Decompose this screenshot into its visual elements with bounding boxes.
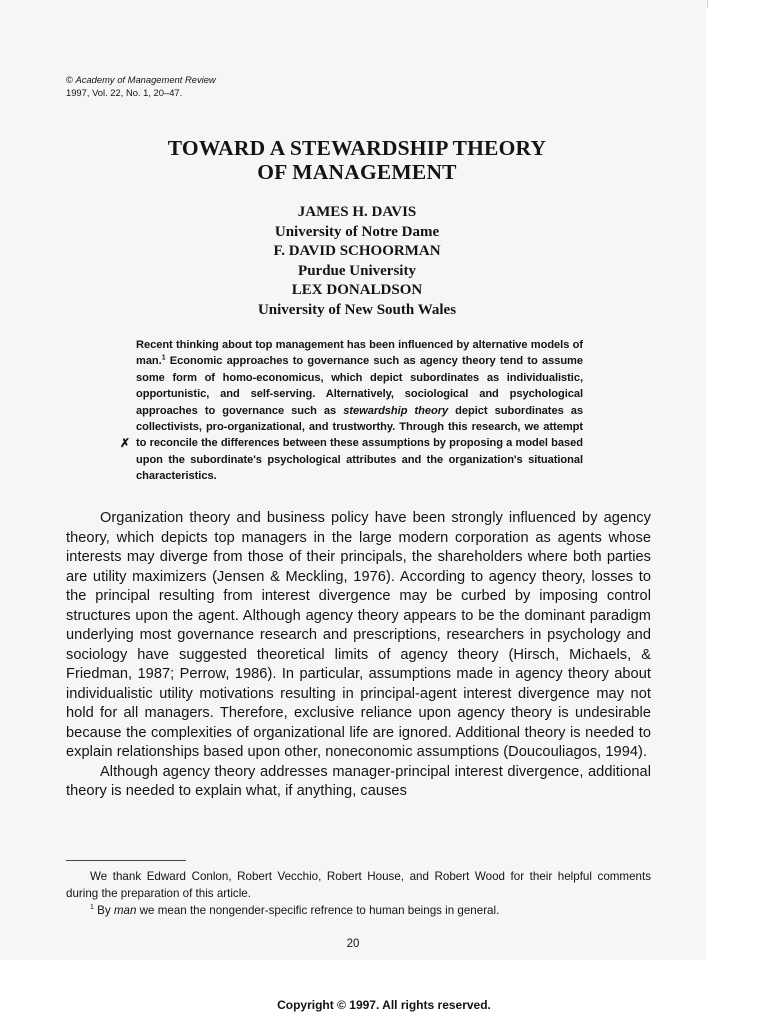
footnotes <box>66 868 651 919</box>
author-affiliation: University of Notre Dame <box>274 223 440 240</box>
journal-citation <box>66 73 216 99</box>
title-line-1: TOWARD A STEWARDSHIP THEORY <box>167 136 547 160</box>
paragraph: Organization theory and business policy have been strongly influenced by agency theory, which depicts top managers in the large modern corporation as agents whose interests may diverge from those of their principals, the shareholders where both parties are utility maximizers (Jensen & Meckling, 1976). According to agency theory, losses to the principal resulting from interest divergence may be curbed by imposing control structures upon the agent. Although agency theory appears to be the dominant paradigm underlying most governance research and prescriptions, researchers in psychology and sociology have suggested theoretical limits of agency theory (Hirsch, Michaels, & Friedman, 1987; Perrow, 1986). In particular, assumptions made in agency theory about individualistic utility motivations resulting in principal-agent interest divergence may not hold for all managers. Therefore, exclusive reliance upon agency theory is undesirable because the complexities of organizational life are ignored. Additional theory is needed to explain relationships based upon other, noneconomic assumptions (Doucouliagos, 1994). <box>66 510 651 760</box>
handwritten-margin-mark: ✗ <box>120 436 131 450</box>
copyright-symbol: © <box>66 74 73 85</box>
article-title <box>66 136 648 184</box>
acknowledgement-note: We thank Edward Conlon, Robert Vecchio, Robert House, and Robert Wood for their helpful comments during the preparation of this article. <box>66 870 651 900</box>
journal-name: Academy of Management Review <box>75 74 216 85</box>
footnote-divider <box>66 860 186 861</box>
title-line-2: OF MANAGEMENT <box>257 160 457 184</box>
author-affiliation: University of New South Wales <box>257 301 457 318</box>
author-name: JAMES H. DAVIS <box>297 204 417 220</box>
journal-volume: 1997, Vol. 22, No. 1, 20–47. <box>66 87 183 98</box>
author-affiliation: Purdue University <box>298 262 416 279</box>
footnote-ref: 1 <box>161 354 166 362</box>
page-edge-mark <box>707 0 708 8</box>
page-number: 20 <box>346 938 360 950</box>
footnote-1: $^1$ By man we mean the nongender-specific refrence to human beings in general. <box>90 904 500 917</box>
body-text <box>66 509 651 802</box>
abstract: ✗ Recent thinking about top management has been influenced by alternative models of man.$^1$ Economic approaches to governance such as agency theory tend to assume some form of homo-economicus, which depict subordinates as individualistic, opportunistic, and self-serving. Alternatively, sociological and psychological approaches to governance such as stewardship theory depict subordinates as collectivists, pro-organizational, and trustworthy. Through this research, we attempt to reconcile the differences between these assumptions by proposing a model based upon the subordinate's psychological attributes and the organization's situational characteristics. <box>120 339 584 483</box>
paragraph: Although agency theory addresses manager-principal interest divergence, additional theory is needed to explain what, if anything, causes <box>66 763 651 799</box>
author-name: LEX DONALDSON <box>291 282 423 298</box>
copyright-notice: Copyright © 1997. All rights reserved. <box>277 998 491 1012</box>
author-name: F. DAVID SCHOORMAN <box>273 243 441 259</box>
author-list <box>66 203 648 320</box>
